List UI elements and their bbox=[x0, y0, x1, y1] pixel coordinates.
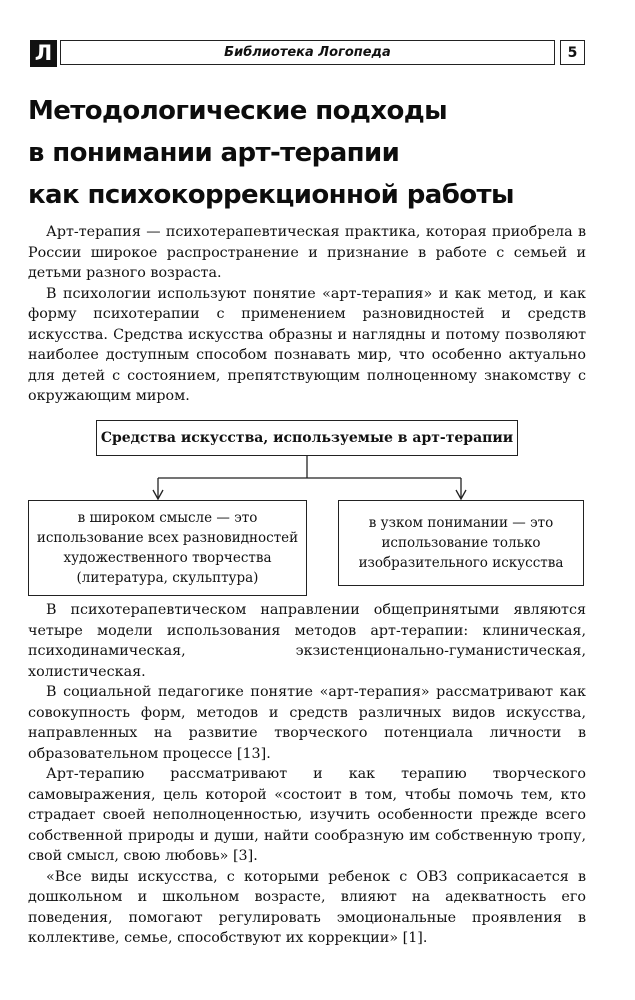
paragraph: Арт-терапию рассматривают и как терапию творческого самовыражения, цель которой «состоит в том, чтобы помочь тем, кто страдает своей неполноценностью, изучить особенности прежде всего собственной природы и души, найти сообразную им собственную тропу, свой смысл, свою любовь» [3]. bbox=[28, 766, 586, 864]
arrowhead-left bbox=[153, 490, 163, 499]
series-logo: Л bbox=[30, 40, 57, 67]
page-title bbox=[28, 90, 588, 216]
title-line: Методологические подходы bbox=[28, 96, 448, 126]
paragraph: В психотерапевтическом направлении общепринятыми являются четыре модели использования методов арт-терапии: клиническая, психодинамическая, экзистенционально-гуманистическая, холистическая. bbox=[28, 602, 586, 680]
diagram-box-broad: в широком смысле — это использование всех разновидностей художественного творчества (литература, скульптура) bbox=[28, 500, 307, 596]
running-header bbox=[30, 40, 585, 67]
series-title: Библиотека Логопеда bbox=[60, 40, 555, 65]
paragraph: «Все виды искусства, с которыми ребенок с ОВЗ соприкасается в дошкольном и школьном возрасте, влияют на адекватность его поведения, помогают регулировать эмоциональные проявления в коллективе, семье, способствуют их коррекции» [1]. bbox=[28, 868, 586, 946]
diagram-box-narrow: в узком понимании — это использование только изобразительного искусства bbox=[338, 500, 584, 586]
title-line: как психокоррекционной работы bbox=[28, 180, 514, 210]
arrowhead-right bbox=[456, 490, 466, 499]
paragraph: В социальной педагогике понятие «арт-терапия» рассматривают как совокупность форм, методов и средств различных видов искусства, направленных на развитие творческого потенциала личности в образовательном процессе [13]. bbox=[28, 684, 586, 762]
body-text-top bbox=[28, 222, 586, 407]
title-line: в понимании арт-терапии bbox=[28, 138, 400, 168]
paragraph: В психологии используют понятие «арт-терапия» и как метод, и как форму психотерапии с применением разновидностей и средств искусства. Средства искусства образны и наглядны и потому позволяют наиболее доступным способом познавать мир, что особенно актуально для детей с состоянием, препятствующим полноценному знакомству с окружающим миром. bbox=[28, 285, 586, 404]
body-text-bottom bbox=[28, 600, 586, 949]
paragraph: Арт-терапия — психотерапевтическая практика, которая приобрела в России широкое распространение и признание в работе с семьей и детьми разного возраста. bbox=[28, 224, 586, 281]
page-number: 5 bbox=[560, 40, 585, 65]
diagram-box-root: Средства искусства, используемые в арт-терапии bbox=[96, 420, 518, 456]
